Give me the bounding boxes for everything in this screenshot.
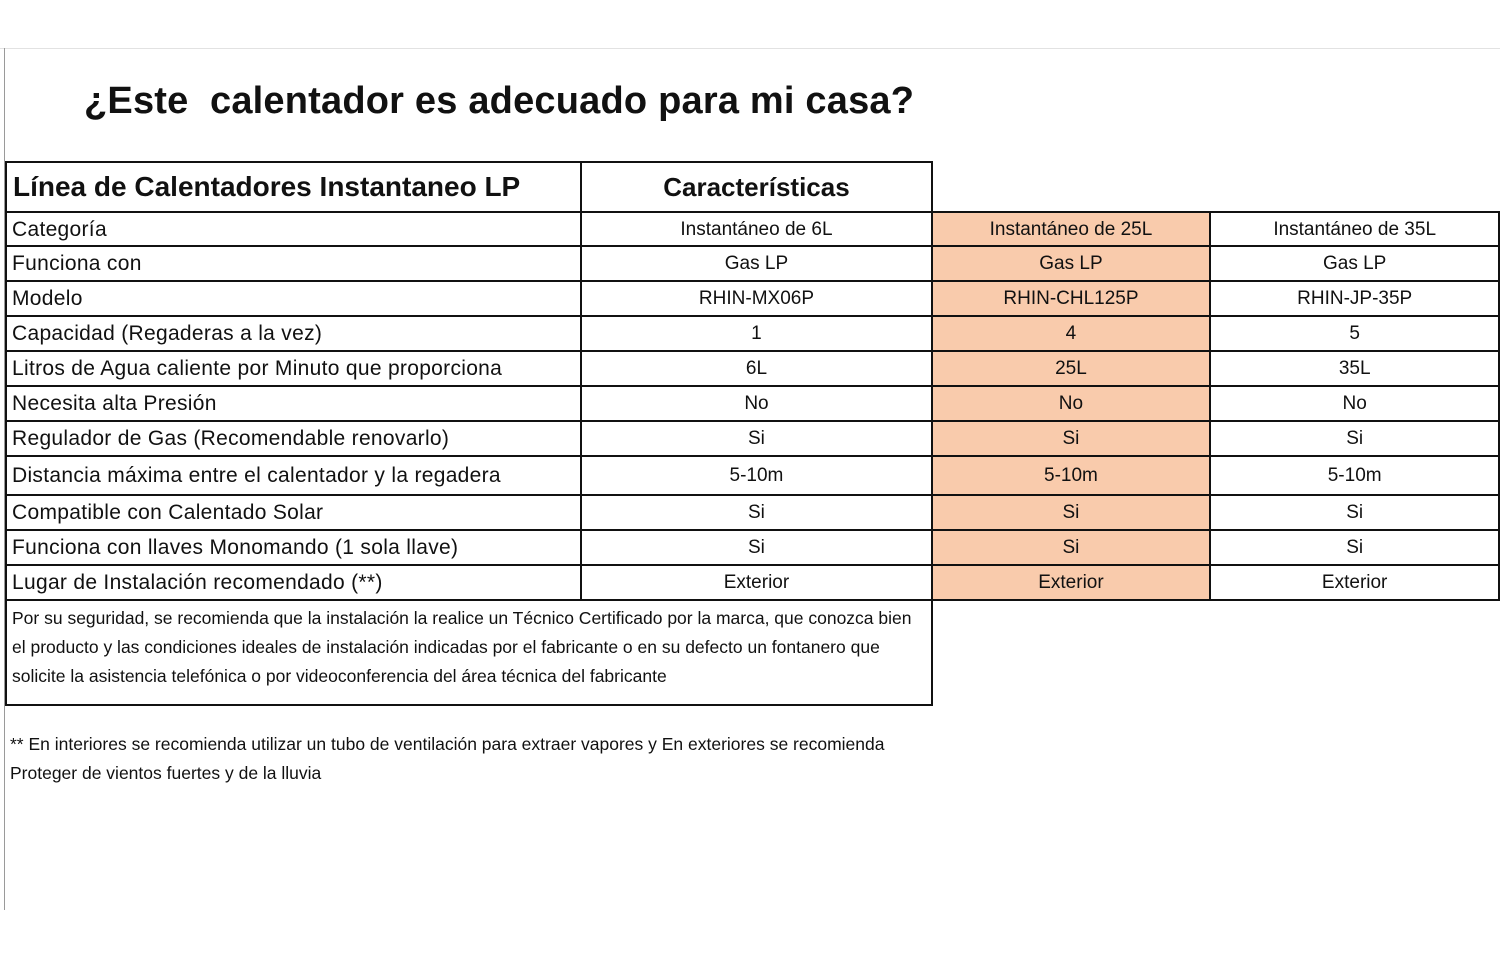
row-label: Litros de Agua caliente por Minuto que proporciona xyxy=(6,351,581,386)
row-label: Lugar de Instalación recomendado (**) xyxy=(6,565,581,600)
row-label: Categoría xyxy=(6,212,581,246)
row-value: Si xyxy=(1210,530,1499,565)
row-label: Funciona con llaves Monomando (1 sola llave) xyxy=(6,530,581,565)
comparison-table xyxy=(5,161,1500,706)
row-value: Gas LP xyxy=(1210,246,1499,281)
table-row xyxy=(6,316,1499,351)
row-value: Si xyxy=(581,495,931,530)
row-label: Compatible con Calentado Solar xyxy=(6,495,581,530)
row-value: 4 xyxy=(932,316,1211,351)
row-value: RHIN-CHL125P xyxy=(932,281,1211,316)
row-value: 5-10m xyxy=(1210,456,1499,495)
table-header-row xyxy=(6,162,1499,212)
table-row xyxy=(6,212,1499,246)
header-empty-cell xyxy=(932,162,1211,212)
row-value: Si xyxy=(932,530,1211,565)
page-title: ¿Este calentador es adecuado para mi casa? xyxy=(84,80,915,122)
row-value: No xyxy=(932,386,1211,421)
table-row xyxy=(6,421,1499,456)
row-value: Gas LP xyxy=(581,246,931,281)
row-value: RHIN-MX06P xyxy=(581,281,931,316)
row-value: 5 xyxy=(1210,316,1499,351)
table-row xyxy=(6,530,1499,565)
row-label: Regulador de Gas (Recomendable renovarlo) xyxy=(6,421,581,456)
row-value: Si xyxy=(1210,421,1499,456)
table-row xyxy=(6,495,1499,530)
safety-note-row xyxy=(6,600,1499,705)
table-row xyxy=(6,565,1499,600)
row-value: Si xyxy=(932,495,1211,530)
safety-note: Por su seguridad, se recomienda que la instalación la realice un Técnico Certificado por la marca, que conozca bien el producto y las condiciones ideales de instalación indicadas por el fabricante o en su defecto un fontanero que solicite la asistencia telefónica o por videoconferencia del área técnica del fabricante xyxy=(12,608,912,686)
row-label: Necesita alta Presión xyxy=(6,386,581,421)
table-row xyxy=(6,246,1499,281)
row-value: No xyxy=(1210,386,1499,421)
row-label: Capacidad (Regaderas a la vez) xyxy=(6,316,581,351)
header-characteristics: Características xyxy=(581,162,931,212)
table-row xyxy=(6,386,1499,421)
row-value: Instantáneo de 6L xyxy=(581,212,931,246)
row-value: 1 xyxy=(581,316,931,351)
header-empty-cell xyxy=(1210,162,1499,212)
row-value: Instantáneo de 25L xyxy=(932,212,1211,246)
row-value: Gas LP xyxy=(932,246,1211,281)
row-value: 35L xyxy=(1210,351,1499,386)
row-label: Funciona con xyxy=(6,246,581,281)
footnote: ** En interiores se recomienda utilizar un tubo de ventilación para extraer vapores y En exteriores se recomienda Proteger de vientos fuertes y de la lluvia xyxy=(10,734,885,783)
row-value: Si xyxy=(1210,495,1499,530)
empty-cell xyxy=(1210,600,1499,705)
sheet-top-gridline xyxy=(0,48,1500,49)
row-value: Si xyxy=(581,421,931,456)
row-label: Distancia máxima entre el calentador y la regadera xyxy=(6,456,581,495)
row-value: No xyxy=(581,386,931,421)
row-value: 5-10m xyxy=(581,456,931,495)
row-value: Instantáneo de 35L xyxy=(1210,212,1499,246)
row-value: 25L xyxy=(932,351,1211,386)
row-value: Si xyxy=(932,421,1211,456)
row-value: Exterior xyxy=(932,565,1211,600)
row-label: Modelo xyxy=(6,281,581,316)
table-row xyxy=(6,456,1499,495)
table-row xyxy=(6,281,1499,316)
row-value: Exterior xyxy=(1210,565,1499,600)
row-value: RHIN-JP-35P xyxy=(1210,281,1499,316)
row-value: Si xyxy=(581,530,931,565)
row-value: 5-10m xyxy=(932,456,1211,495)
table-row xyxy=(6,351,1499,386)
row-value: Exterior xyxy=(581,565,931,600)
header-product-line: Línea de Calentadores Instantaneo LP xyxy=(6,162,581,212)
safety-note-cell xyxy=(6,600,932,705)
empty-cell xyxy=(932,600,1211,705)
row-value: 6L xyxy=(581,351,931,386)
